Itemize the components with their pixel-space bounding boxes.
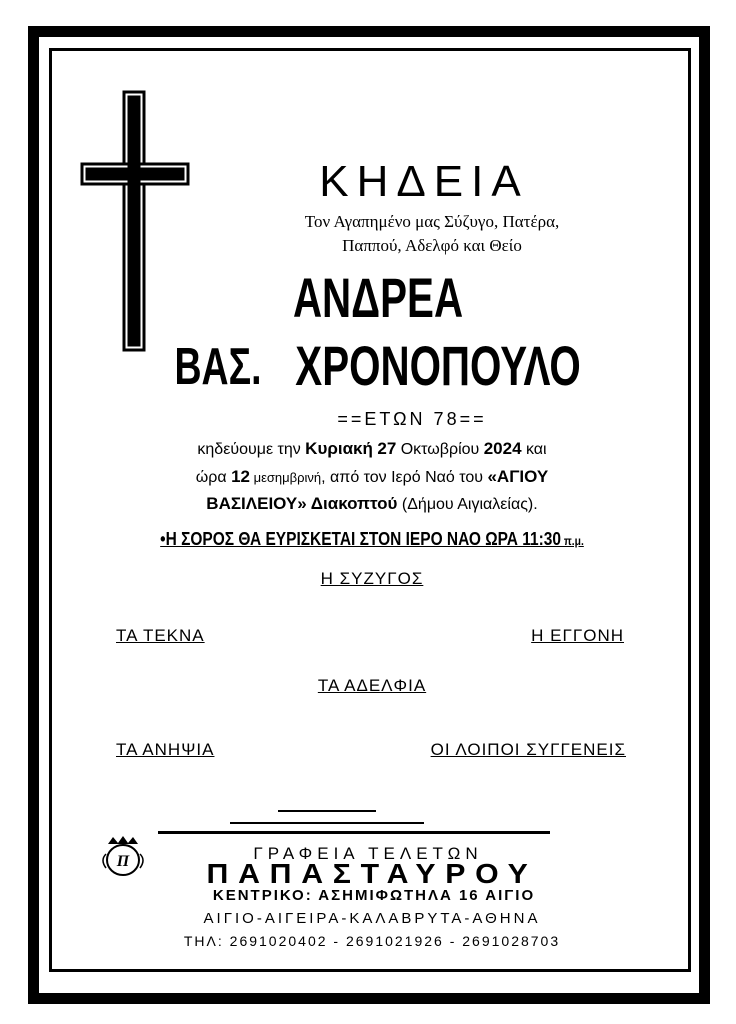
deceased-first-name: ΑΝΔΡΕΑ [292,266,464,329]
funeral-home-branches: ΑΙΓΙΟ-ΑΙΓΕΙΡΑ-ΚΑΛΑΒΡΥΤΑ-ΑΘΗΝΑ [203,910,541,927]
funeral-home-name: ΠΑΠΑΣΤΑΥΡΟΥ [206,858,538,889]
relative-nephews: ΤΑ ΑΝΗΨΙΑ [116,740,215,759]
divider-long [158,831,550,834]
funeral-home-line: ΓΡΑΦΕΙΑ ΤΕΛΕΤΩΝ [253,844,483,863]
viewing-notice: •Η ΣΟΡΟΣ ΘΑ ΕΥΡΙΣΚΕΤΑΙ ΣΤΟΝ ΙΕΡΟ ΝΑΟ ΩΡΑ 11:30 π.μ. [160,529,584,549]
divider-short [278,810,376,812]
intro-line-2: Παππού, Αδελφό και Θείο [342,236,522,255]
relative-children: ΤΑ ΤΕΚΝΑ [116,626,205,645]
details-line-2: ώρα 12 μεσημβρινή, από τον Ιερό Ναό του «ΑΓΙΟΥ [195,467,549,486]
funeral-home-logo [98,834,148,880]
details-line-1: κηδεύουμε την Κυριακή 27 Οκτωβρίου 2024 και [197,439,547,458]
relative-spouse: Η ΣΥΖΥΓΟΣ [320,569,424,588]
deceased-father-abbrev: ΒΑΣ. [174,338,262,396]
logo-monogram: Π [116,853,130,870]
deceased-age: ==ΕΤΩΝ 78== [337,409,487,429]
intro-line-1: Τον Αγαπημένο μας Σύζυγο, Πατέρα, [304,212,560,231]
funeral-home-phones: ΤΗΛ: 2691020402 - 2691021926 - 2691028703 [183,933,561,949]
details-line-3: ΒΑΣΙΛΕΙΟΥ» Διακοπτού (Δήμου Αιγιαλείας). [206,494,538,513]
cross-icon [80,90,192,354]
deceased-surname: ΧΡΟΝΟΠΟΥΛΟ [295,334,581,397]
relative-siblings: ΤΑ ΑΔΕΛΦΙΑ [317,676,427,695]
divider-medium [230,822,424,824]
relative-other: ΟΙ ΛΟΙΠΟΙ ΣΥΓΓΕΝΕΙΣ [430,740,626,759]
funeral-home-address: ΚΕΝΤΡΙΚΟ: ΑΣΗΜΙΦΩΤΗΛΑ 16 ΑΙΓΙΟ [212,887,536,904]
relative-granddaughter: Η ΕΓΓΟΝΗ [531,626,624,645]
heading-title: ΚΗΔΕΙΑ [319,157,529,206]
